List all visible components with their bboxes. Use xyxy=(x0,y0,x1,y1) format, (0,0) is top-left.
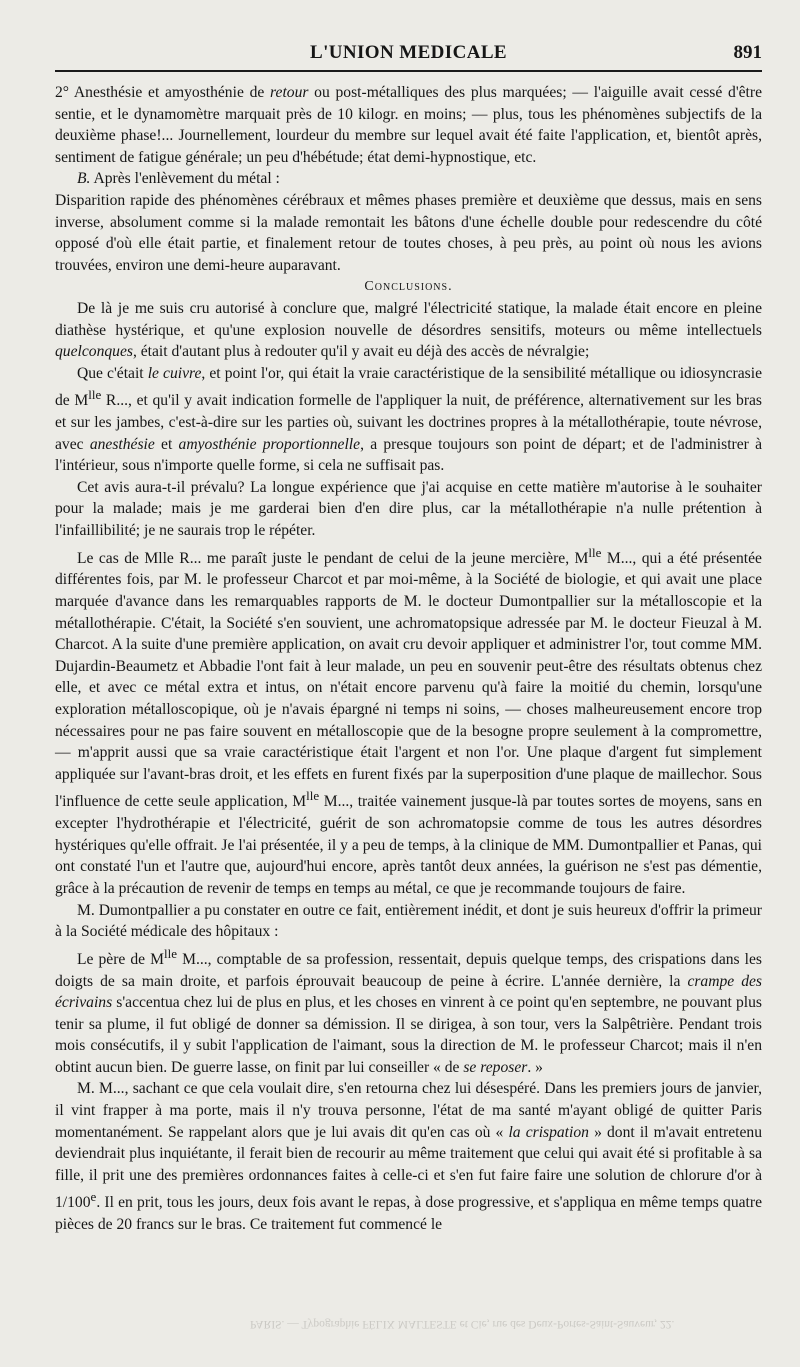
paragraph-conclusion-1: De là je me suis cru autorisé à conclure que, malgré l'électricité statique, la malade était encore en pleine diathèse hystérique, et qu'une explosion nouvelle de désordres sensitifs, moteurs ou même intellectuels quelconques, était d'autant plus à redouter qu'il y avait eu déjà des accès de névralgie; xyxy=(55,299,762,361)
paragraph-dumontpallier: M. Dumontpallier a pu constater en outre ce fait, entièrement inédit, et dont je suis heureux d'offrir la primeur à la Société médicale des hôpitaux : xyxy=(55,901,762,941)
paragraph-enlevement-metal: B. Après l'enlèvement du métal : xyxy=(77,170,280,188)
paragraph-avis: Cet avis aura-t-il prévalu? La longue expérience que j'ai acquise en cette matière m'autorise à le souhaiter pour la malade; mais je me garderai bien d'en dire plus, car la métallothérapie n'a nulle prétention à l'infaillibilité; je ne saurais trop le répéter. xyxy=(55,478,762,540)
section-heading-conclusions: Conclusions. xyxy=(364,279,453,295)
article-body xyxy=(55,82,762,1236)
page-header xyxy=(55,36,762,72)
paragraph-disparition: Disparition rapide des phénomènes cérébraux et mêmes phases première et deuxième que dessus, mais en sens inverse, absolument comme si la malade remontait les bâtons d'une échelle double pour redescendre du côté opposé d'où elle était partie, et finalement retour de toutes choses, à peu près, au point où nous les avions trouvées, environ une demi-heure auparavant. xyxy=(55,191,762,274)
page-number: 891 xyxy=(733,42,762,63)
paragraph-conclusion-2: Que c'était le cuivre, et point l'or, qui était la vraie caractéristique de la sensibilité métallique ou idiosyncrasie de $M^{lle}$ R..., et qu'il y avait indication formelle de l'appliquer la nuit, de préférence, alternativement sur les bras et sur les jambes, c'est-à-dire sur les parties où, suivant les doctrines propres à la métallothérapie, toute névrose, avec anesthésie et amyosthénie proportionnelle, a presque toujours son point de départ; et de l'administrer à l'intérieur, sous n'importe quelle forme, si cela ne suffisait pas. xyxy=(55,364,763,475)
footer-showthrough-text: PARIS. — Typographie FÉLIX MALTESTE et Cie, rue des Deux-Portes-Saint-Sauveur, 22. xyxy=(250,1318,675,1330)
paragraph-m-m: M. M..., sachant ce que cela voulait dire, s'en retourna chez lui désespéré. Dans les premiers jours de janvier, il vint frapper à ma porte, mais il n'y trouva personne, l'état de ma santé m'ayant obligé de quitter Paris momentanément. Se rappelant alors que je lui avais dit qu'en cas où « la crispation » dont il m'avait entretenu deviendrait plus inquiétante, il ferait bien de recourir au même traitement que celui qui avait été si profitable à sa fille, il prit une des premières ordonnances faites à celle-ci et s'en fut faire faire une solution de chlorure d'or à 1/100e. Il en prit, tous les jours, deux fois avant le repas, à dose progressive, et s'appliqua en même temps quatre pièces de 20 francs sur le bras. Ce traitement fut commencé le xyxy=(55,1080,762,1234)
paragraph-cas-mlle-r: Le cas de Mlle R... me paraît juste le pendant de celui de la jeune mercière, $M^{lle}$ M..., qui a été présentée différentes fois, par M. le professeur Charcot et par moi-même, à la Société de biologie, et qui avait une place marquée d'avance dans les remarquables rapports de M. le docteur Dumontpallier sur la métalloscopie et la métallothérapie. C'était, la Société s'en souvient, une achromatopsique adressée par M. le docteur Fieuzal à M. Charcot. A la suite d'une première application, on avait cru devoir appliquer et administrer l'or, tout comme MM. Dujardin-Beaumetz et Abbadie l'ont fait à leur malade, un peu en souvenir peut-être des résultats obtenus chez elle, et avec ce métal extra et intus, on n'était encore parvenu qu'à faire la moitié du chemin, lorsqu'une exploration métalloscopique, où je n'avais épargné ni temps ni soins, — choses malheureusement encore trop nécessaires pour ne pas faire souvent en métalloscopie que de la besogne propre seulement à la compromettre, — m'apprit aussi que sa vraie caractéristique était l'argent et non l'or. Une plaque d'argent fut simplement appliquée sur l'avant-bras droit, et les effets en furent fixés par la superposition d'une plaque de maillechor. Sous l'influence de cette seule application, $M^{lle}$ M..., traitée vainement jusque-là par toutes sortes de moyens, sans en excepter l'hydrothérapie et l'électricité, guérit de son achromatopsie comme de tous les autres désordres hystériques qu'elle offrait. Je l'ai présentée, il y a peu de temps, à la clinique de MM. Dumontpallier et Panas, qui ont constaté l'un et l'autre que, aujourd'hui encore, après tantôt deux années, la guérison ne s'est pas démentie, grâce à la précaution de revenir de temps en temps au métal, ce que je recommande toujours de faire. xyxy=(55,544,762,897)
paragraph-pere: Le père de $M^{lle}$ M..., comptable de sa profession, ressentait, depuis quelque temps, des crispations dans les doigts de sa main droite, et parfois éprouvait beaucoup de peine à écrire. L'année dernière, la crampe des écrivains s'accentua chez lui de plus en plus, et les choses en vinrent à ce point qu'en septembre, ne pouvant plus tenir sa plume, il fut obligé de donner sa démission. Il se dirigea, à son tour, vers la Salpêtrière. Pendant trois mois consécutifs, il y subit l'application de l'aimant, sous la direction de M. le professeur Charcot; mais il n'en obtint aucun bien. De guerre lasse, on finit par lui conseiller « de se reposer. » xyxy=(55,945,763,1076)
paragraph-anesthesie-retour: 2° Anesthésie et amyosthénie de retour ou post-métalliques des plus marquées; — l'aiguille avait cessé d'être sentie, et le dynamomètre marquait près de 10 kilogr. en moins; — plus, tous les phénomènes subjectifs de la deuxième phase!... Journellement, lourdeur du membre sur lequel avait été faite l'application, et, bientôt après, sentiment de fatigue générale; un peu d'hébétude; état demi-hypnostique, etc. xyxy=(55,84,762,166)
running-title: L'UNION MEDICALE xyxy=(310,42,507,63)
